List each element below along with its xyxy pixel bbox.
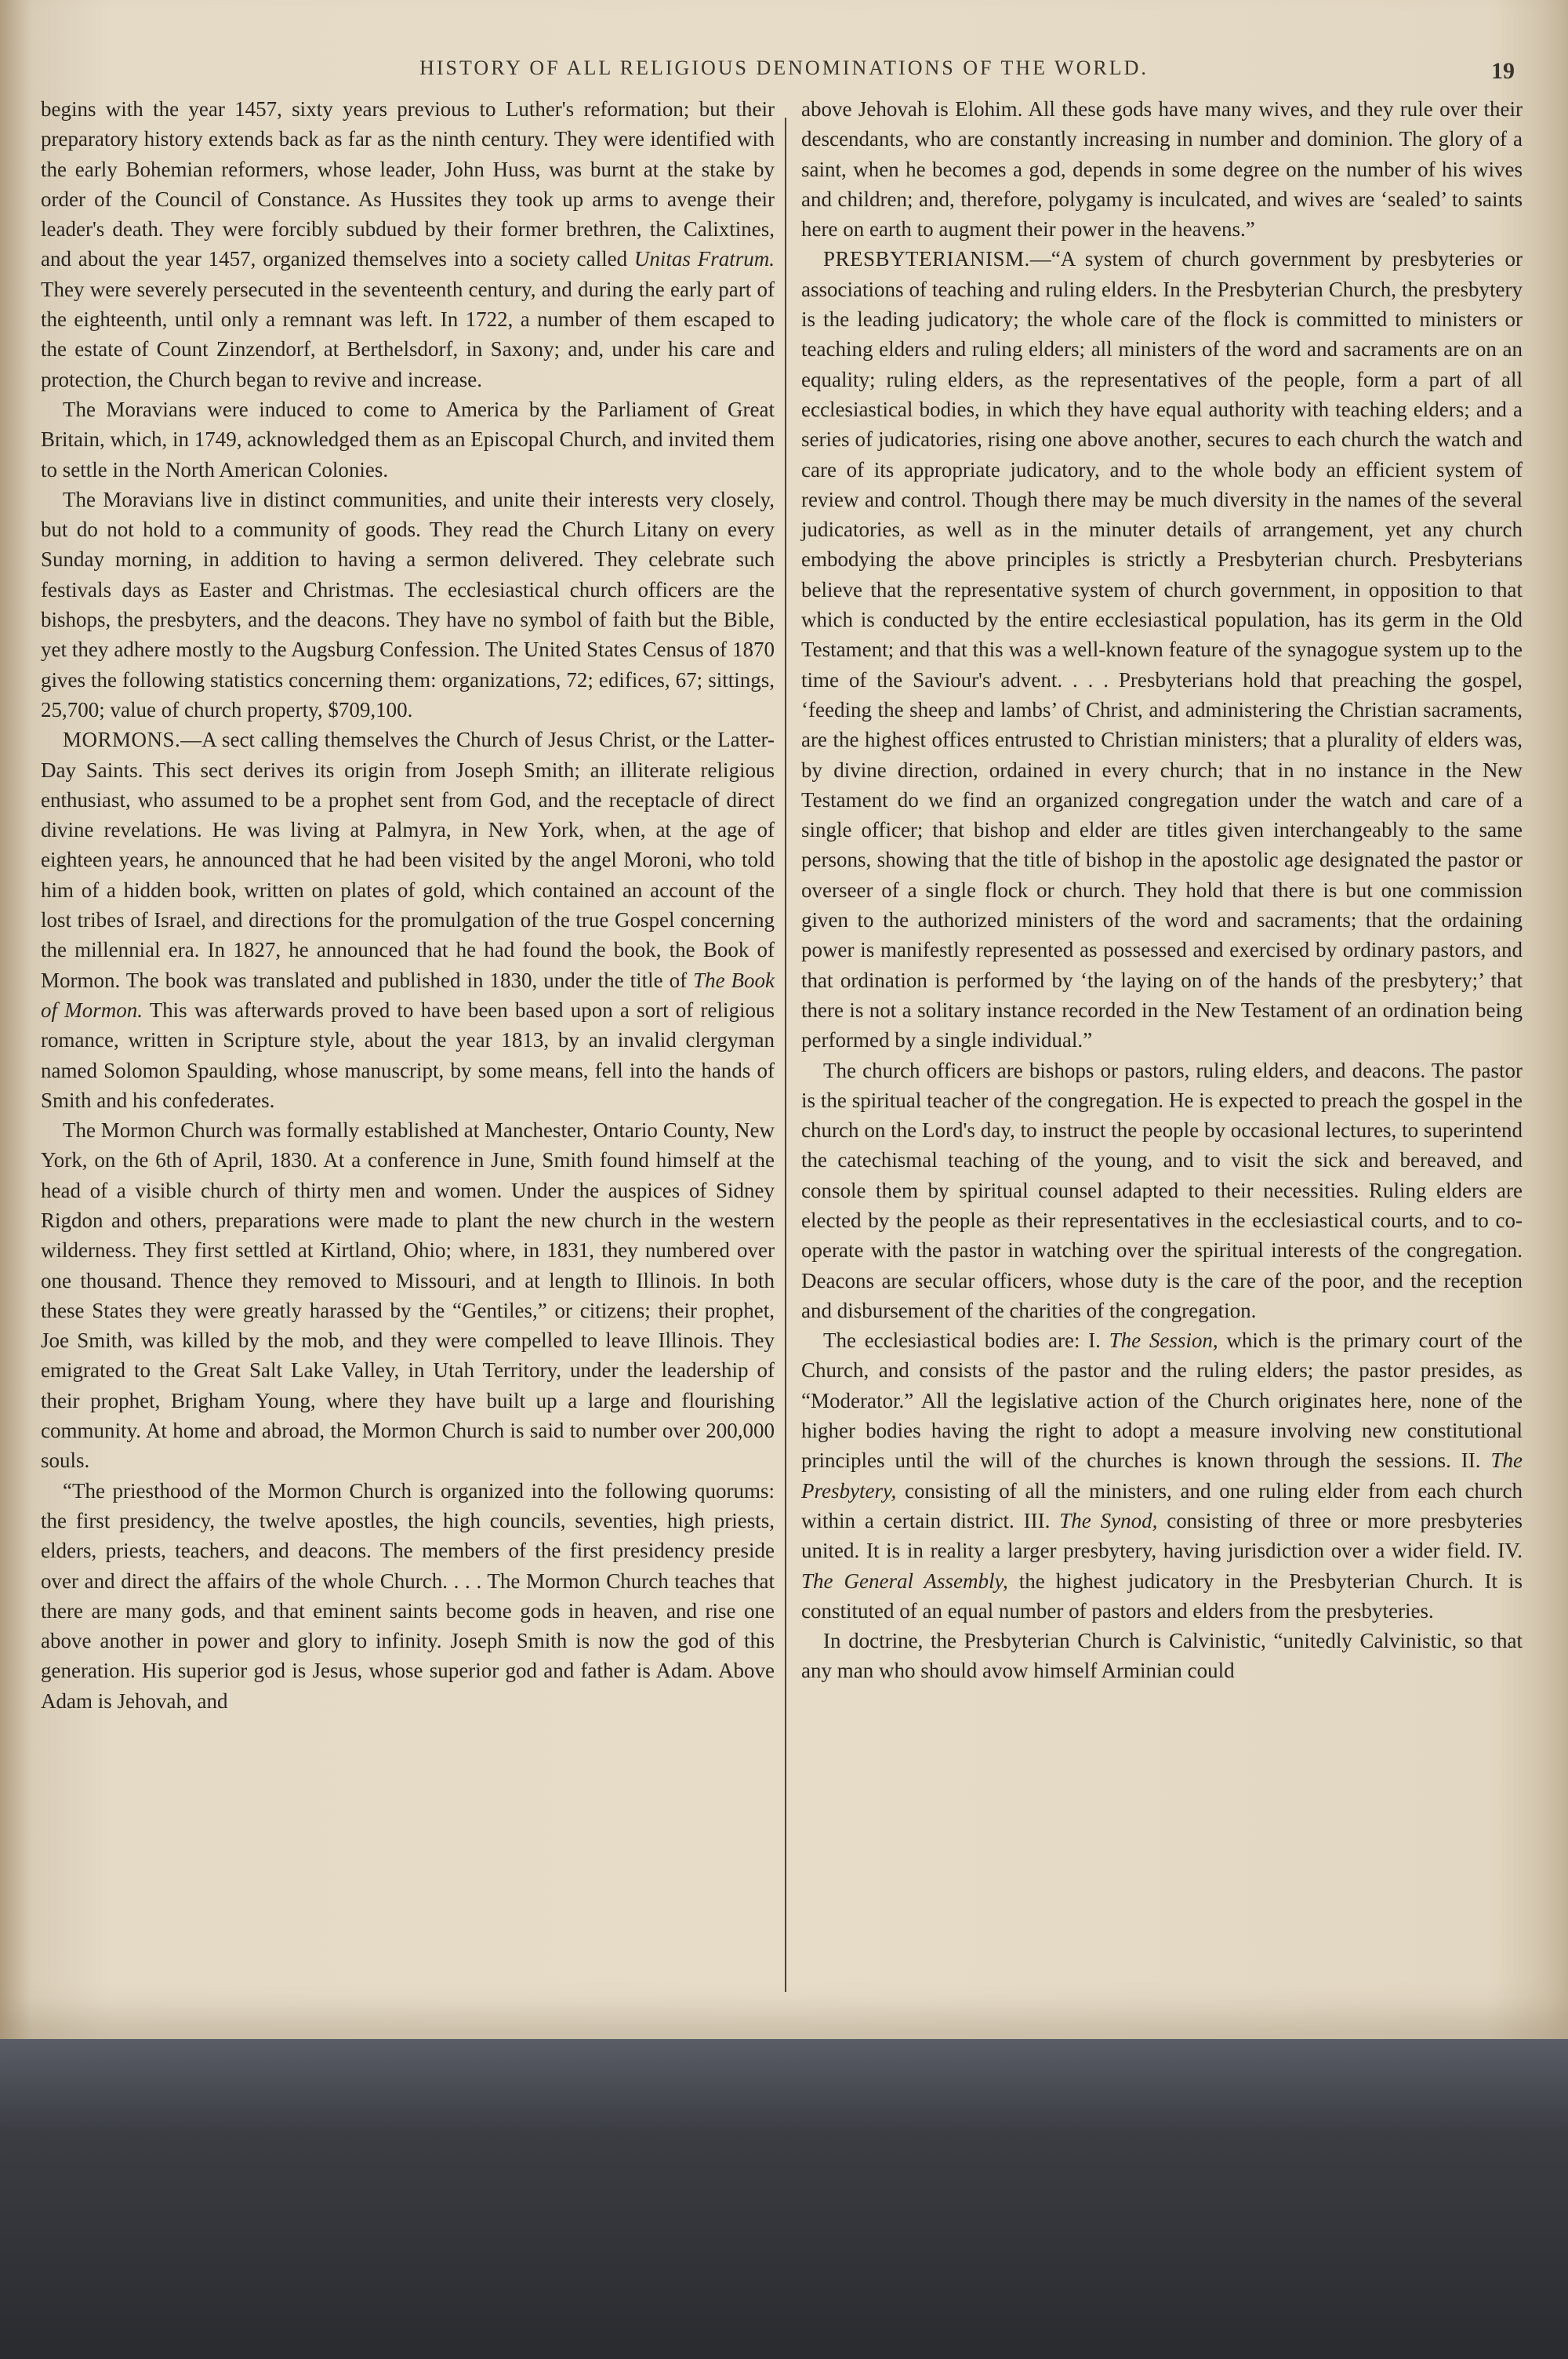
paragraph: The church officers are bishops or pastors, ruling elders, and deacons. The pastor is the spiritual teacher of the congregation. He is expected to preach the gospel in the church on the Lord's day, to instruct the people by occasional lectures, to superintend the catechismal teaching of the young, and to visit the sick and bereaved, and console them by spiritual counsel adapted to their necessities. Ruling elders are elected by the people as their representatives in the ecclesiastical courts, and to co-operate with the pastor in watching over the spiritual interests of the congregation. Deacons are secular officers, whose duty is the care of the poor, and the reception and disbursement of the charities of the congregation.: [801, 1058, 1523, 1322]
section-heading-mormons: MORMONS.: [63, 728, 181, 752]
paragraph-text: which is the primary court of the Church, and consists of the pastor and the ruling elders; the pastor presides, as “Moderator.” All the legislative action of the Church originates here, none of the higher bodies having the right to adopt a measure involving new constitutional principles until the will of the churches is known through the sessions. II.: [801, 1329, 1523, 1473]
paragraph: [801, 244, 1523, 1055]
italic-term: The General Assembly,: [801, 1568, 1008, 1593]
paragraph: [41, 725, 775, 1115]
section-heading-presbyterianism: PRESBYTERIANISM.: [823, 247, 1030, 271]
running-head: HISTORY OF ALL RELIGIOUS DENOMINATIONS OF THE WORLD.: [419, 56, 1149, 79]
italic-term: The Session,: [1109, 1329, 1218, 1353]
italic-term: The Synod,: [1059, 1508, 1158, 1532]
italic-title: The Book of Mormon.: [41, 968, 775, 1022]
paragraph: above Jehovah is Elohim. All these gods have many wives, and they rule over their descendants, who are constantly increasing in number and dominion. The glory of a saint, when he becomes a god, depends in some degree on the number of his wives and children; and, therefore, polygamy is inculcated, and wives are ‘sealed’ to saints here on earth to augment their power in the heavens.”: [801, 97, 1523, 242]
paragraph: [41, 94, 775, 394]
paragraph-text: This was afterwards proved to have been based upon a sort of religious romance, written in Scripture style, about the year 1813, by an invalid clergyman named Solomon Spaulding, whose manuscript, by some means, fell into the hands of Smith and his confederates.: [41, 998, 775, 1112]
paragraph-text: begins with the year 1457, sixty years previous to Luther's reformation; but their preparatory history extends back as far as the ninth century. They were identified with the early Bohemian reformers, whose leader, John Huss, was burnt at the stake by order of the Council of Constance. As Hussites they took up arms to avenge their leader's death. They were forcibly subdued by their former brethren, the Calixtines, and about the year 1457, organized themselves into a society called: [41, 97, 775, 271]
paragraph-text: They were severely persecuted in the seventeenth century, and during the early part of the eighteenth, until only a remnant was left. In 1722, a number of them escaped to the estate of Count Zinzendorf, at Berthelsdorf, in Saxony; and, under his care and protection, the Church began to revive and increase.: [41, 277, 775, 391]
paragraph: The Mormon Church was formally established at Manchester, Ontario County, New York, on the 6th of April, 1830. At a conference in June, Smith found himself at the head of a visible church of thirty men and women. Under the auspices of Sidney Rigdon and others, preparations were made to plant the new church in the western wilderness. They first settled at Kirtland, Ohio; where, in 1831, they numbered over one thousand. Thence they removed to Missouri, and at length to Illinois. In both these States they were greatly harassed by the “Gentiles,” or citizens; their prophet, Joe Smith, was killed by the mob, and they were compelled to leave Illinois. They emigrated to the Great Salt Lake Valley, in Utah Territory, under the leadership of their prophet, Brigham Young, where they have built up a large and flourishing community. At home and abroad, the Mormon Church is said to number over 200,000 souls.: [41, 1118, 775, 1473]
paragraph-text: —A sect calling themselves the Church of Jesus Christ, or the Latter-Day Saints. This sect derives its origin from Joseph Smith; an illiterate religious enthusiast, who assumed to be a prophet sent from God, and the receptacle of direct divine revelations. He was living at Palmyra, in New York, when, at the age of eighteen years, he announced that he had been visited by the angel Moroni, who told him of a hidden book, written on plates of gold, which contained an account of the lost tribes of Israel, and directions for the promulgation of the true Gospel concerning the millennial era. In 1827, he announced that he had found the book, the Book of Mormon. The book was translated and published in 1830, under the title of: [41, 728, 775, 992]
paragraph: The Moravians live in distinct communities, and unite their interests very closely, but do not hold to a community of goods. They read the Church Litany on every Sunday morning, in addition to having a sermon delivered. They celebrate such festivals days as Easter and Christmas. The ecclesiastical church officers are the bishops, the presbyters, and the deacons. They have no symbol of faith but the Bible, yet they adhere mostly to the Augsburg Confession. The United States Census of 1870 gives the following statistics concerning them: organizations, 72; edifices, 67; sittings, 25,700; value of church property, $709,100.: [41, 487, 775, 722]
paragraph: In doctrine, the Presbyterian Church is Calvinistic, “unitedly Calvinistic, so that any man who should avow himself Arminian could: [801, 1629, 1523, 1683]
paragraph: [801, 1325, 1523, 1626]
left-column: [41, 94, 775, 1716]
paragraph-text: The ecclesiastical bodies are: I.: [823, 1329, 1109, 1353]
paragraph-text: consisting of all the ministers, and one ruling elder from each church within a certain district. III.: [801, 1478, 1523, 1532]
column-rule: [785, 118, 786, 1992]
italic-term: The Presbytery,: [801, 1448, 1523, 1503]
italic-title: Unitas Fratrum.: [633, 247, 775, 271]
page-number: 19: [1491, 58, 1515, 84]
right-column: [801, 94, 1523, 1686]
paragraph: “The priesthood of the Mormon Church is organized into the following quorums: the first presidency, the twelve apostles, the high councils, seventies, high priests, elders, priests, teachers, and deacons. The members of the first presidency preside over and direct the affairs of the whole Church. . . . The Mormon Church teaches that there are many gods, and that eminent saints become gods in heaven, and rise one above another in power and glory to infinity. Joseph Smith is now the god of this generation. His superior god is Jesus, whose superior god and father is Adam. Above Adam is Jehovah, and: [41, 1478, 775, 1713]
paragraph-text: consisting of three or more presbyteries united. It is in reality a larger presbytery, having jurisdiction over a wider field. IV.: [801, 1508, 1523, 1563]
paragraph: The Moravians were induced to come to America by the Parliament of Great Britain, which, in 1749, acknowledged them as an Episcopal Church, and invited them to settle in the North American Colonies.: [41, 397, 775, 482]
background-surface: [0, 2039, 1568, 2359]
paragraph-text: —“A system of church government by presbyteries or associations of teaching and ruling elders. In the Presbyterian Church, the presbytery is the leading judicatory; the whole care of the flock is committed to ministers or teaching elders and ruling elders; all ministers of the word and sacraments are on an equality; ruling elders, as the representatives of the people, form a part of all ecclesiastical bodies, in which they have equal authority with teaching elders; and a series of judicatories, rising one above another, secures to each church the watch and care of its appropriate judicatory, and to the whole body an efficient system of review and control. Though there may be much diversity in the names of the several judicatories, as well as in the minuter details of arrangement, yet any church embodying the above principles is strictly a Presbyterian church. Presbyterians believe that the representative system of church government, in opposition to that which is conducted by the entire ecclesiastical population, has its germ in the Old Testament; and that this was a well-known feature of the synagogue system up to the time of the Saviour's advent. . . . Presbyterians hold that preaching the gospel, ‘feeding the sheep and lambs’ of Christ, and administering the Christian sacraments, are the highest offices entrusted to Christian ministers; that a plurality of elders was, by divine direction, ordained in every church; that in no instance in the New Testament do we find an organized congregation under the watch and care of a single officer; that bishop and elder are titles given interchangeably to the same persons, showing that the title of bishop in the apostolic age designated the pastor or overseer of a single flock or church. They hold that there is but one commission given to the authorized ministers of the word and sacraments; that the ordaining power is manifestly represented as possessed and exercised by ordinary pastors, and that ordination is performed by ‘the laying on of the hands of the presbytery;’ that there is not a solitary instance recorded in the New Testament of an ordination being performed by a single individual.”: [801, 247, 1523, 1052]
paragraph-text: the highest judicatory in the Presbyterian Church. It is constituted of an equal number of pastors and elders from the presbyteries.: [801, 1568, 1523, 1623]
